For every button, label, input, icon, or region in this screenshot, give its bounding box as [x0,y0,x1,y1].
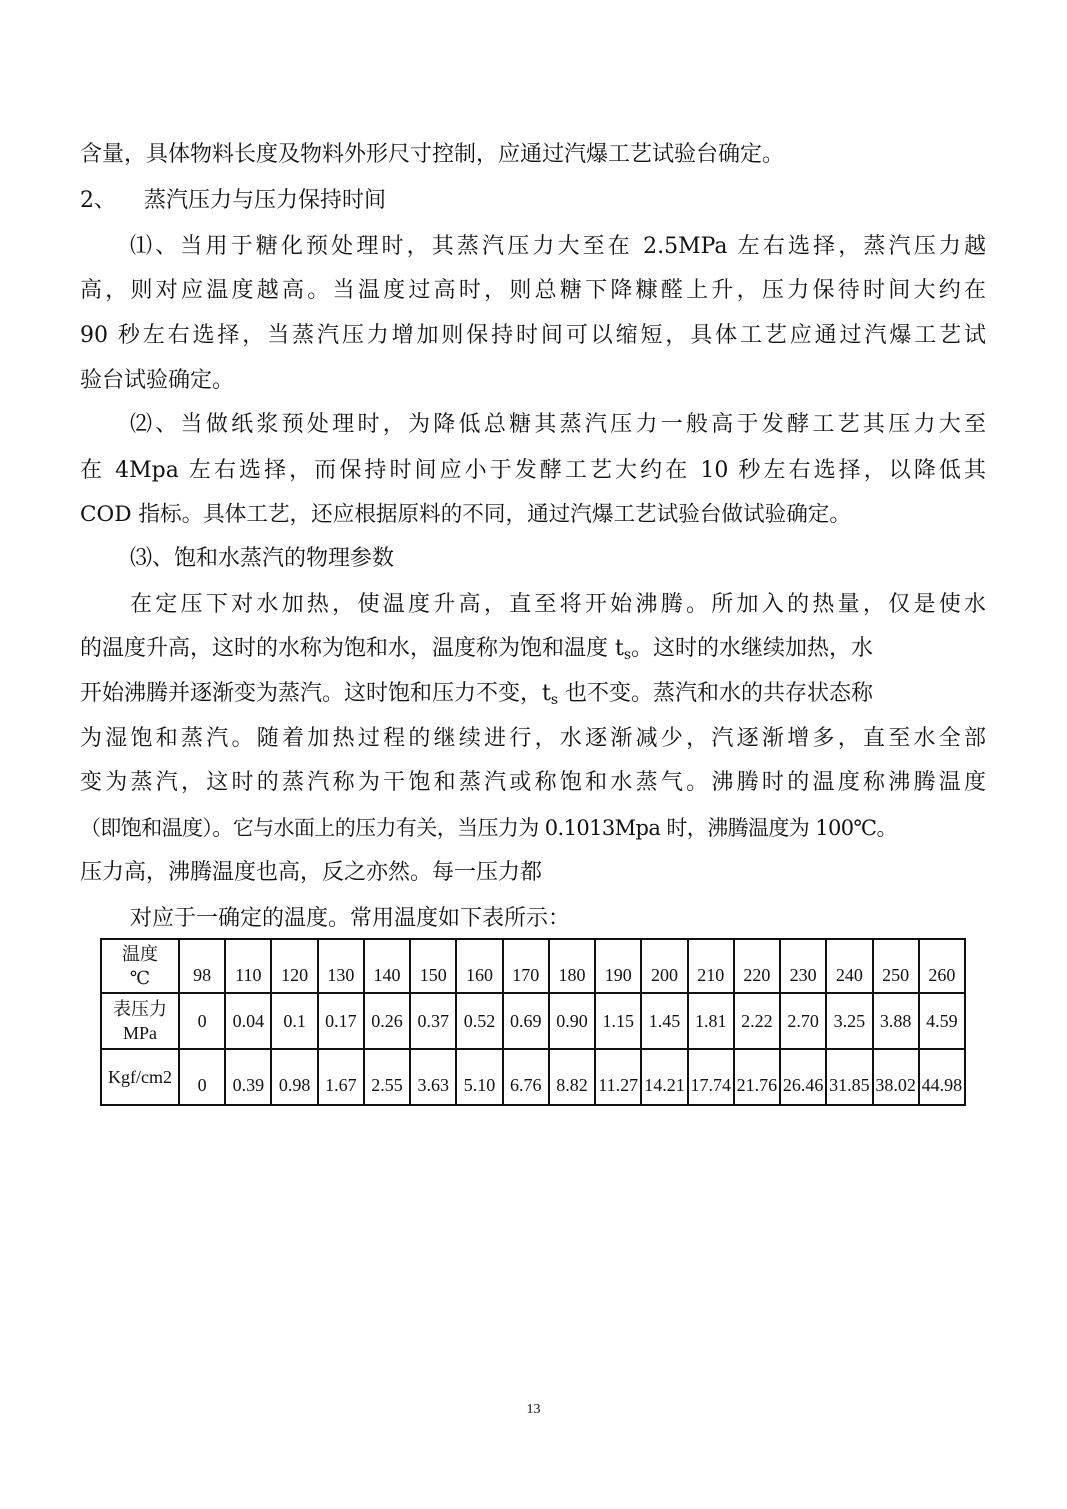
paragraph-line: 验台试验确定。 [80,368,235,393]
paragraph-line: 为湿饱和蒸汽。随着加热过程的继续进行，水逐渐减少，汽逐渐增多，直至水全部 [80,726,986,751]
table-cell: 2.22 [734,993,780,1049]
table-cell: 160 [456,939,502,993]
table-row-pressure-mpa [101,993,965,1049]
table-cell: 1.15 [595,993,641,1049]
subscript-s: s [623,647,632,663]
table-cell: 210 [688,939,734,993]
paragraph-line: ⑴、当用于糖化预处理时，其蒸汽压力大至在 2.5MPa 左右选择，蒸汽压力越 [130,234,986,259]
paragraph-line: 在 4Mpa 左右选择，而保持时间应小于发酵工艺大约在 10 秒左右选择，以降低其 [80,458,986,483]
subsection-heading: ⑶、饱和水蒸汽的物理参数 [130,546,395,571]
paragraph-line: 变为蒸汽，这时的蒸汽称为干饱和蒸汽或称饱和水蒸气。沸腾时的温度称沸腾温度 [80,770,986,795]
table-cell: 1.81 [688,993,734,1049]
table-cell: 2.70 [780,993,826,1049]
paragraph-line: ⑵、当做纸浆预处理时，为降低总糖其蒸汽压力一般高于发酵工艺其压力大至 [130,412,986,437]
table-cell: 44.98 [919,1049,965,1105]
section-number: 2、 [80,188,116,213]
table-cell: 21.76 [734,1049,780,1105]
table-cell: 2.55 [364,1049,410,1105]
table-cell: 1.45 [641,993,687,1049]
table-cell: 0.1 [271,993,317,1049]
table-cell: 0 [179,993,225,1049]
table-cell: 17.74 [688,1049,734,1105]
text-fragment: 。 [631,636,654,661]
table-cell: 260 [919,939,965,993]
row-header: Kgf/cm2 [101,1049,179,1105]
table-cell: 0.39 [225,1049,271,1105]
table-cell: 0.90 [549,993,595,1049]
table-cell: 200 [641,939,687,993]
section-heading [80,186,986,216]
subscript-s: s [550,692,559,708]
table-cell: 26.46 [780,1049,826,1105]
table-cell: 150 [410,939,456,993]
table-cell: 220 [734,939,780,993]
table-cell: 4.59 [919,993,965,1049]
table-cell: 0.52 [456,993,502,1049]
table-cell: 140 [364,939,410,993]
paragraph-line [80,679,986,709]
paragraph-line: COD 指标。具体工艺，还应根据原料的不同，通过汽爆工艺试验台做试验确定。 [80,502,851,527]
table-cell: 31.85 [826,1049,872,1105]
table-cell: 110 [225,939,271,993]
paragraph-line: 含量，具体物料长度及物料外形尺寸控制，应通过汽爆工艺试验台确定。 [80,142,785,167]
paragraph-line [80,634,986,664]
table-cell: 130 [318,939,364,993]
section-title: 蒸汽压力与压力保持时间 [144,188,387,213]
table-cell: 3.25 [826,993,872,1049]
paragraph-line: （即饱和温度）。它与水面上的压力有关，当压力为 0.1013Mpa 时，沸腾温度为 100℃。 [80,816,897,840]
table-cell: 0.69 [503,993,549,1049]
text-fragment: 的温度升高，这时的水称为饱和水，温度称为饱和温度 t [80,636,624,661]
table-cell: 0.04 [225,993,271,1049]
steam-table [100,938,966,1106]
page-number: 13 [526,1402,541,1417]
table-cell: 170 [503,939,549,993]
table-cell: 0.37 [410,993,456,1049]
table-cell: 3.63 [410,1049,456,1105]
table-cell: 5.10 [456,1049,502,1105]
text-fragment: 开始沸腾并逐渐变为蒸汽。这时饱和压力不变， [80,681,543,706]
table-cell: 3.88 [873,993,919,1049]
table-cell: 1.67 [318,1049,364,1105]
table-cell: 0.98 [271,1049,317,1105]
text-fragment: 也不变。蒸汽和水的共存状态称 [565,681,874,706]
t-symbol: t [542,681,551,706]
table-cell: 230 [780,939,826,993]
table-cell: 240 [826,939,872,993]
table-row-pressure-kgf [101,1049,965,1105]
table-cell: 0.26 [364,993,410,1049]
row-header: 温度 ℃ [101,939,179,993]
paragraph-line: 在定压下对水加热，使温度升高，直至将开始沸腾。所加入的热量，仅是使水 [130,592,986,617]
table-cell: 0 [179,1049,225,1105]
table-caption: 对应于一确定的温度。常用温度如下表所示： [130,906,571,931]
table-cell: 11.27 [595,1049,641,1105]
table-cell: 98 [179,939,225,993]
table-cell: 38.02 [873,1049,919,1105]
paragraph-line: 高，则对应温度越高。当温度过高时，则总糖下降糠醛上升，压力保待时间大约在 [80,278,986,303]
table-cell: 190 [595,939,641,993]
table-cell: 0.17 [318,993,364,1049]
table-cell: 14.21 [641,1049,687,1105]
table-cell: 250 [873,939,919,993]
table-cell: 180 [549,939,595,993]
table-row-temperature [101,939,965,993]
table-cell: 120 [271,939,317,993]
text-fragment: 这时的水继续加热，水 [653,636,874,661]
table-cell: 6.76 [503,1049,549,1105]
table-cell: 8.82 [549,1049,595,1105]
row-header: 表压力 MPa [101,993,179,1049]
paragraph-line: 90 秒左右选择，当蒸汽压力增加则保持时间可以缩短，具体工艺应通过汽爆工艺试 [80,323,986,348]
paragraph-line: 压力高，沸腾温度也高，反之亦然。每一压力都 [80,860,543,885]
